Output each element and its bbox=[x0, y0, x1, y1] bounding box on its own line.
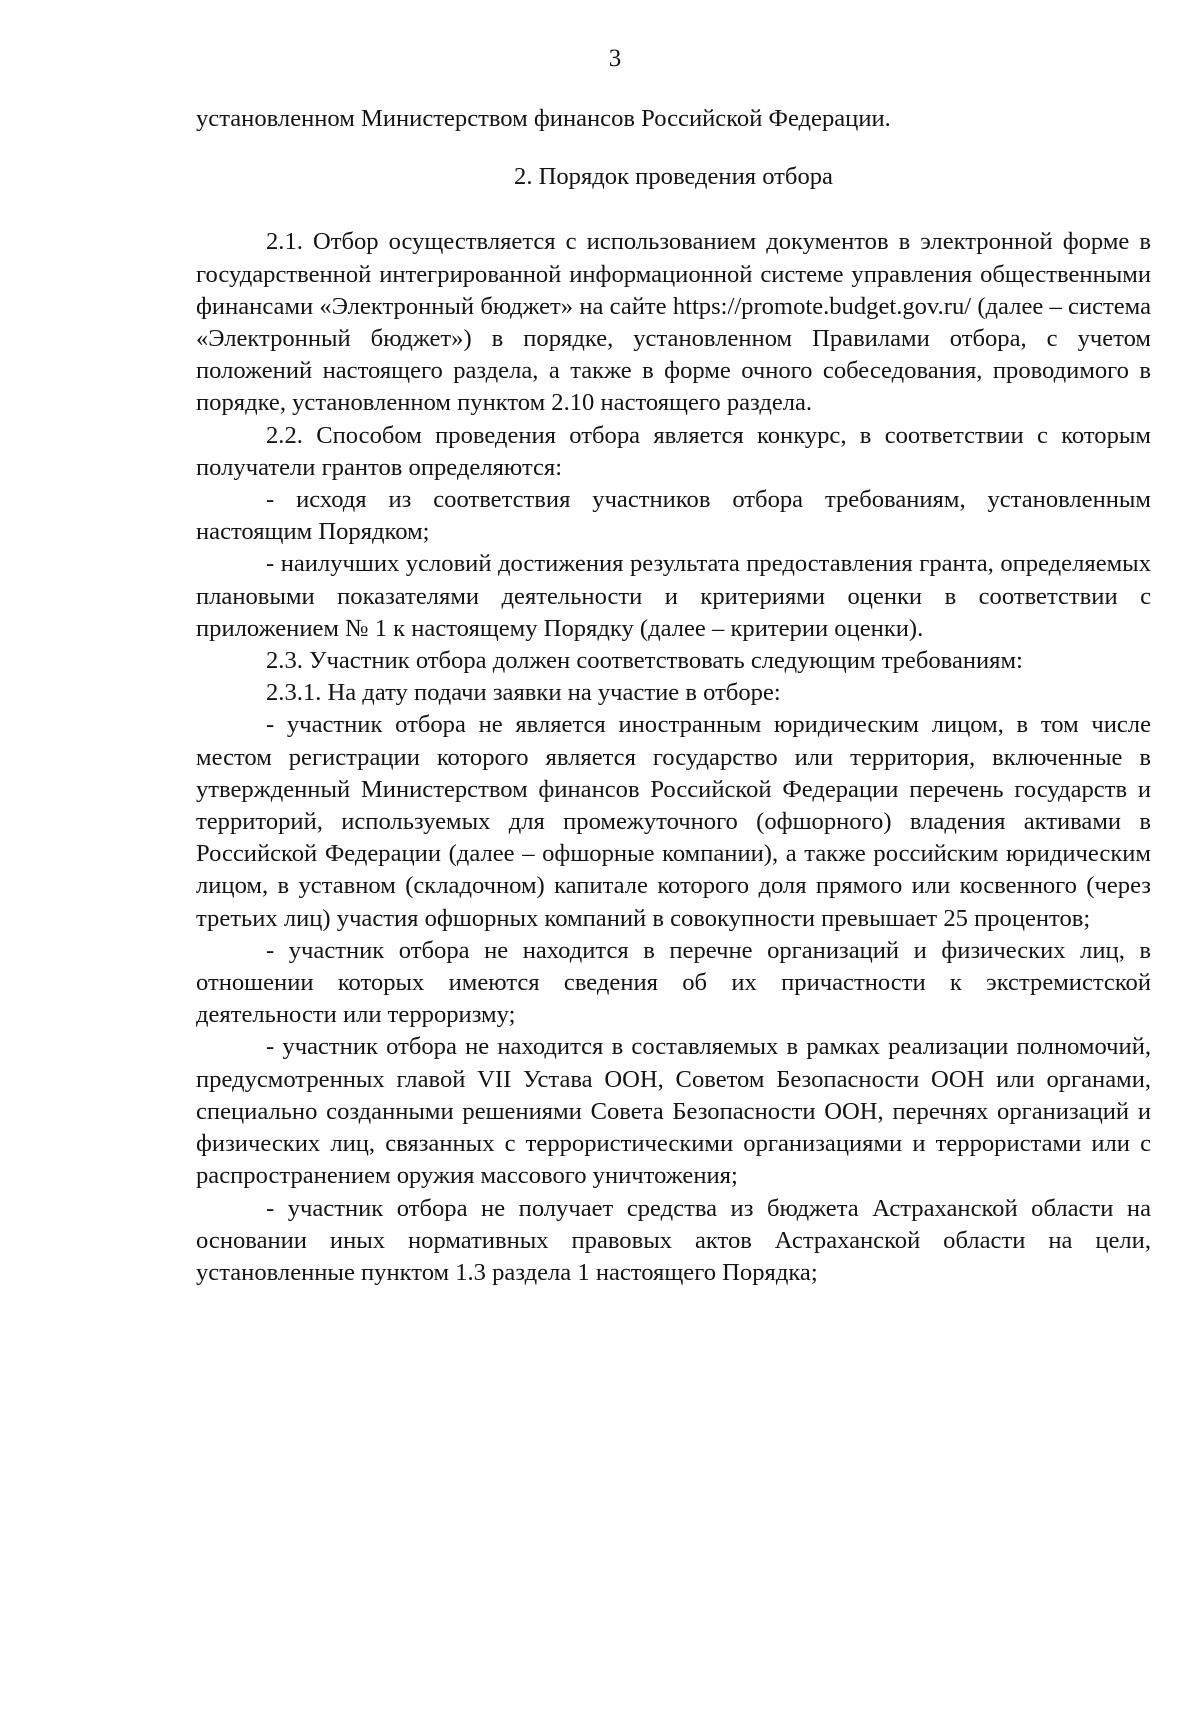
lead-line: установленном Министерством финансов Российской Федерации. bbox=[196, 105, 891, 132]
list-item-no-other-budget-funds: - участник отбора не получает средства из бюджета Астраханской области на основании иных нормативных правовых актов Астраханской области на цели, установленные пунктом 1.3 раздела 1 настоящего Порядка; bbox=[196, 1194, 1151, 1286]
paragraph-2-1: 2.1. Отбор осуществляется с использованием документов в электронной форме в государственной интегрированной информационной системе управления общественными финансами «Электронный бюджет» на сайте https://promote.budget.gov.ru/ (далее – система «Электронный бюджет») в порядке, установленном Правилами отбора, с учетом положений настоящего раздела, а также в форме очного собеседования, проводимого в порядке, установленном пунктом 2.10 настоящего раздела. bbox=[196, 228, 1151, 417]
section-heading: 2. Порядок проведения отбора bbox=[514, 163, 833, 191]
paragraph-2-2: 2.2. Способом проведения отбора является конкурс, в соответствии с которым получатели грантов определяются: bbox=[196, 421, 1151, 481]
list-item-requirements-compliance: - исходя из соответствия участников отбора требованиям, установленным настоящим Порядком; bbox=[196, 486, 1151, 546]
list-item-not-foreign-entity: - участник отбора не является иностранным юридическим лицом, в том числе местом регистрации которого является государство или территория, включенные в утвержденный Министерством финансов Российской Федерации перечень государств и территорий, используемых для промежуточного (офшорного) владения активами в Российской Федерации (далее – офшорные компании), а также российским юридическим лицом, в уставном (складочном) капитале которого доля прямого или косвенного (через третьих лиц) участия офшорных компаний в совокупности превышает 25 процентов; bbox=[196, 711, 1151, 932]
paragraph-2-3: 2.3. Участник отбора должен соответствовать следующим требованиям: bbox=[266, 647, 1023, 675]
list-item-not-un-sanctions-list: - участник отбора не находится в составляемых в рамках реализации полномочий, предусмотренных главой VII Устава ООН, Советом Безопасности ООН или органами, специально созданными решениями Совета Безопасности ООН, перечнях организаций и физических лиц, связанных с террористическими организациями и террористами или с распространением оружия массового уничтожения; bbox=[196, 1033, 1151, 1190]
list-item-best-conditions: - наилучших условий достижения результата предоставления гранта, определяемых плановыми показателями деятельности и критериями оценки в соответствии с приложением № 1 к настоящему Порядку (далее – критерии оценки). bbox=[196, 550, 1151, 642]
document-body bbox=[196, 103, 1151, 1289]
list-item-not-extremist-list: - участник отбора не находится в перечне организаций и физических лиц, в отношении которых имеются сведения об их причастности к экстремистской деятельности или терроризму; bbox=[196, 936, 1151, 1029]
page-number: 3 bbox=[608, 45, 622, 72]
paragraph-2-3-1: 2.3.1. На дату подачи заявки на участие в отборе: bbox=[266, 679, 781, 707]
